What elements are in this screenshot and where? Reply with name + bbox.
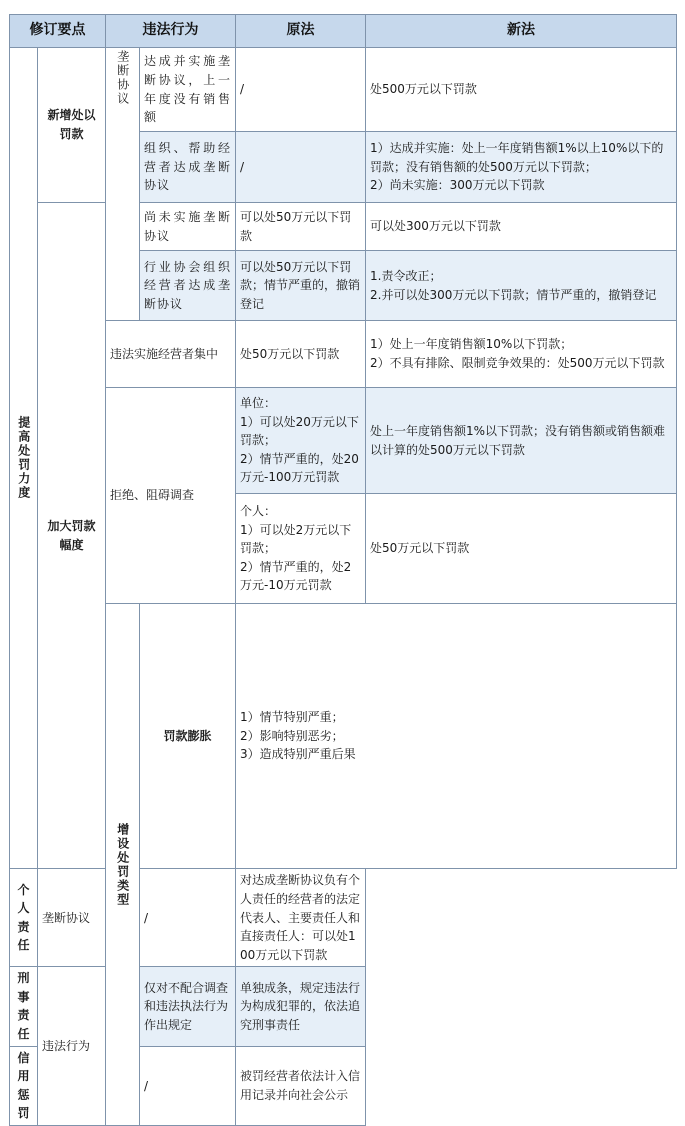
subgroup-increase-range: 加大罚款幅度 [38,203,106,869]
header-row [10,15,677,48]
group-add-penalty-type: 增设处罚类型 [106,604,140,1126]
new-law-cell: 单独成条，规定违法行为构成犯罪的，依法追究刑事责任 [236,967,366,1046]
new-law-cell: 1）处上一年度销售额10%以下罚款； 2）不具有排除、限制竞争效果的：处500万元以下罚款 [366,321,677,388]
table-row [10,967,677,1046]
subgroup-criminal-liability: 刑事责任 [10,967,38,1046]
law-comparison-table [9,14,677,1126]
old-law-cell: / [140,869,236,967]
old-law-cell: / [236,132,366,203]
violation-cell: 组织、帮助经营者达成垄断协议 [140,132,236,203]
new-law-cell: 可以处300万元以下罚款 [366,203,677,251]
old-law-cell: 个人： 1）可以处2万元以下罚款； 2）情节严重的，处2万元-10万元罚款 [236,494,366,604]
subgroup-new-penalty: 新增处以罚款 [38,48,106,203]
header-violation: 违法行为 [106,15,236,48]
table-row [10,388,677,494]
violation-cell: 达成并实施垄断协议，上一年度没有销售额 [140,48,236,132]
table-row [10,321,677,388]
table-row [10,869,677,967]
subgroup-credit-punishment: 信用惩罚 [10,1046,38,1125]
new-law-cell: 1.责令改正； 2.并可以处300万元以下罚款；情节严重的，撤销登记 [366,251,677,321]
subgroup-personal-liability: 个人责任 [10,869,38,967]
new-law-cell: 1）达成并实施：处上一年度销售额1%以上10%以下的罚款；没有销售额的处500万元以下罚款； 2）尚未实施：300万元以下罚款 [366,132,677,203]
violation-cell: 行业协会组织经营者达成垄断协议 [140,251,236,321]
violation-cell: 尚未实施垄断协议 [140,203,236,251]
violation-cell: 垄断协议 [38,869,140,967]
new-law-cell: 处上一年度销售额1%以下罚款；没有销售额或销售额难以计算的处500万元以下罚款 [366,388,677,494]
new-law-cell: 被罚经营者依法计入信用记录并向社会公示 [236,1046,366,1125]
table-row [10,48,677,132]
header-key-points: 修订要点 [10,15,106,48]
violation-cell: 违法实施经营者集中 [106,321,236,388]
new-law-cell: 对达成垄断协议负有个人责任的经营者的法定代表人、主要责任人和直接责任人：可以处100万元以下罚款 [236,869,366,967]
old-law-cell: 单位： 1）可以处20万元以下罚款； 2）情节严重的，处20万元-100万元罚款 [236,388,366,494]
old-law-cell: / [140,1046,236,1125]
violation-cell: 拒绝、阻碍调查 [106,388,236,604]
violation-cell: 1）情节特别严重； 2）影响特别恶劣； 3）造成特别严重后果 [236,604,677,869]
group-increase-penalty: 提高处罚力度 [10,48,38,869]
old-law-cell: / [236,48,366,132]
old-law-cell: 仅对不配合调查和违法执法行为作出规定 [140,967,236,1046]
violation-cell: 违法行为 [38,967,140,1126]
table-row [10,604,677,869]
old-law-cell: 处50万元以下罚款 [236,321,366,388]
new-law-cell: 处50万元以下罚款 [366,494,677,604]
old-law-cell: 可以处50万元以下罚款 [236,203,366,251]
subgroup-penalty-expansion: 罚款膨胀 [140,604,236,869]
header-old-law: 原法 [236,15,366,48]
old-law-cell: 可以处50万元以下罚款；情节严重的，撤销登记 [236,251,366,321]
new-law-cell: 处500万元以下罚款 [366,48,677,132]
monopoly-agreement-label: 垄断协议 [106,48,140,321]
header-new-law: 新法 [366,15,677,48]
